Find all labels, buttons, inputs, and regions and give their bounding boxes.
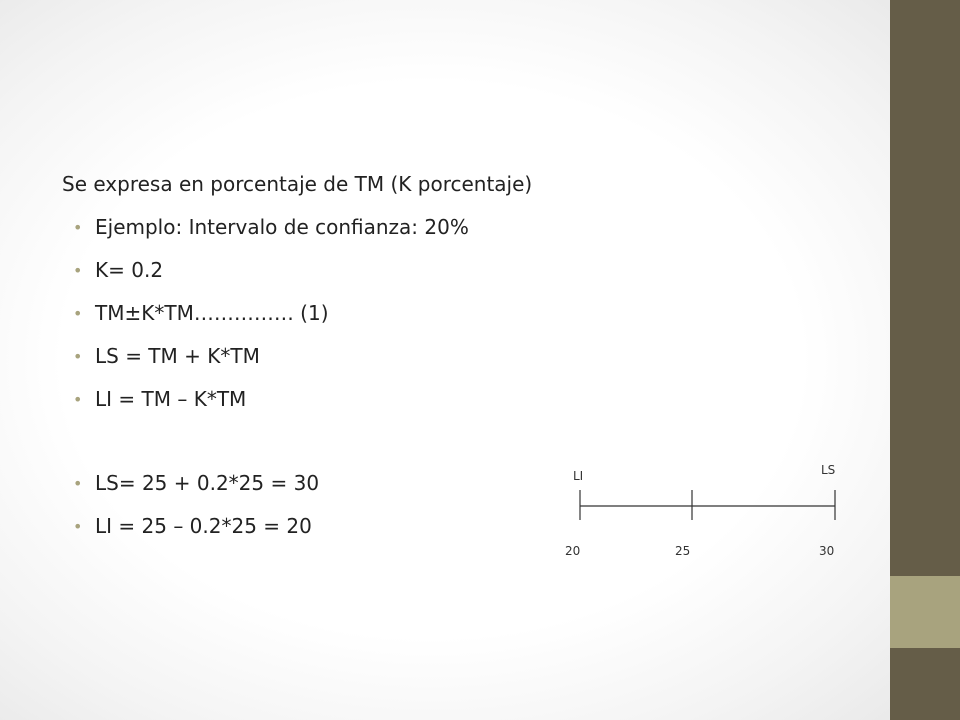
- intro-text: Se expresa en porcentaje de TM (K porcentaje): [62, 172, 533, 196]
- bullet-dot-icon: •: [73, 517, 83, 536]
- bullet-item: [62, 301, 532, 325]
- number-line-tick-label: 20: [565, 544, 581, 558]
- decorative-side-bar-bottom: [890, 648, 960, 720]
- bullet-dot-icon: •: [73, 304, 83, 323]
- bullet-item: [62, 471, 532, 495]
- number-line-label-li: LI: [573, 469, 584, 483]
- bullet-text: Ejemplo: Intervalo de confianza: 20%: [95, 215, 469, 239]
- bullet-item: [62, 514, 532, 538]
- decorative-side-bar-accent: [890, 576, 960, 648]
- number-line-diagram: [555, 455, 855, 565]
- number-line-tick-label: 25: [675, 544, 691, 558]
- bullet-item: [62, 258, 532, 282]
- bullet-text: LI = TM – K*TM: [95, 387, 247, 411]
- bullet-item: [62, 387, 532, 411]
- decorative-side-bar-top: [890, 0, 960, 576]
- bullet-dot-icon: •: [73, 390, 83, 409]
- number-line-tick-label: 30: [819, 544, 835, 558]
- bullet-text: LS= 25 + 0.2*25 = 30: [95, 471, 320, 495]
- slide-body: [62, 172, 532, 557]
- bullet-dot-icon: •: [73, 261, 83, 280]
- bullet-dot-icon: •: [73, 347, 83, 366]
- bullet-text: LS = TM + K*TM: [95, 344, 260, 368]
- number-line-label-ls: LS: [821, 463, 836, 477]
- bullet-item: [62, 344, 532, 368]
- bullet-dot-icon: •: [73, 218, 83, 237]
- bullet-text: LI = 25 – 0.2*25 = 20: [95, 514, 312, 538]
- bullet-list: [62, 215, 532, 538]
- bullet-text: K= 0.2: [95, 258, 164, 282]
- bullet-item: [62, 215, 532, 239]
- bullet-text: TM±K*TM…………… (1): [95, 301, 329, 325]
- bullet-dot-icon: •: [73, 474, 83, 493]
